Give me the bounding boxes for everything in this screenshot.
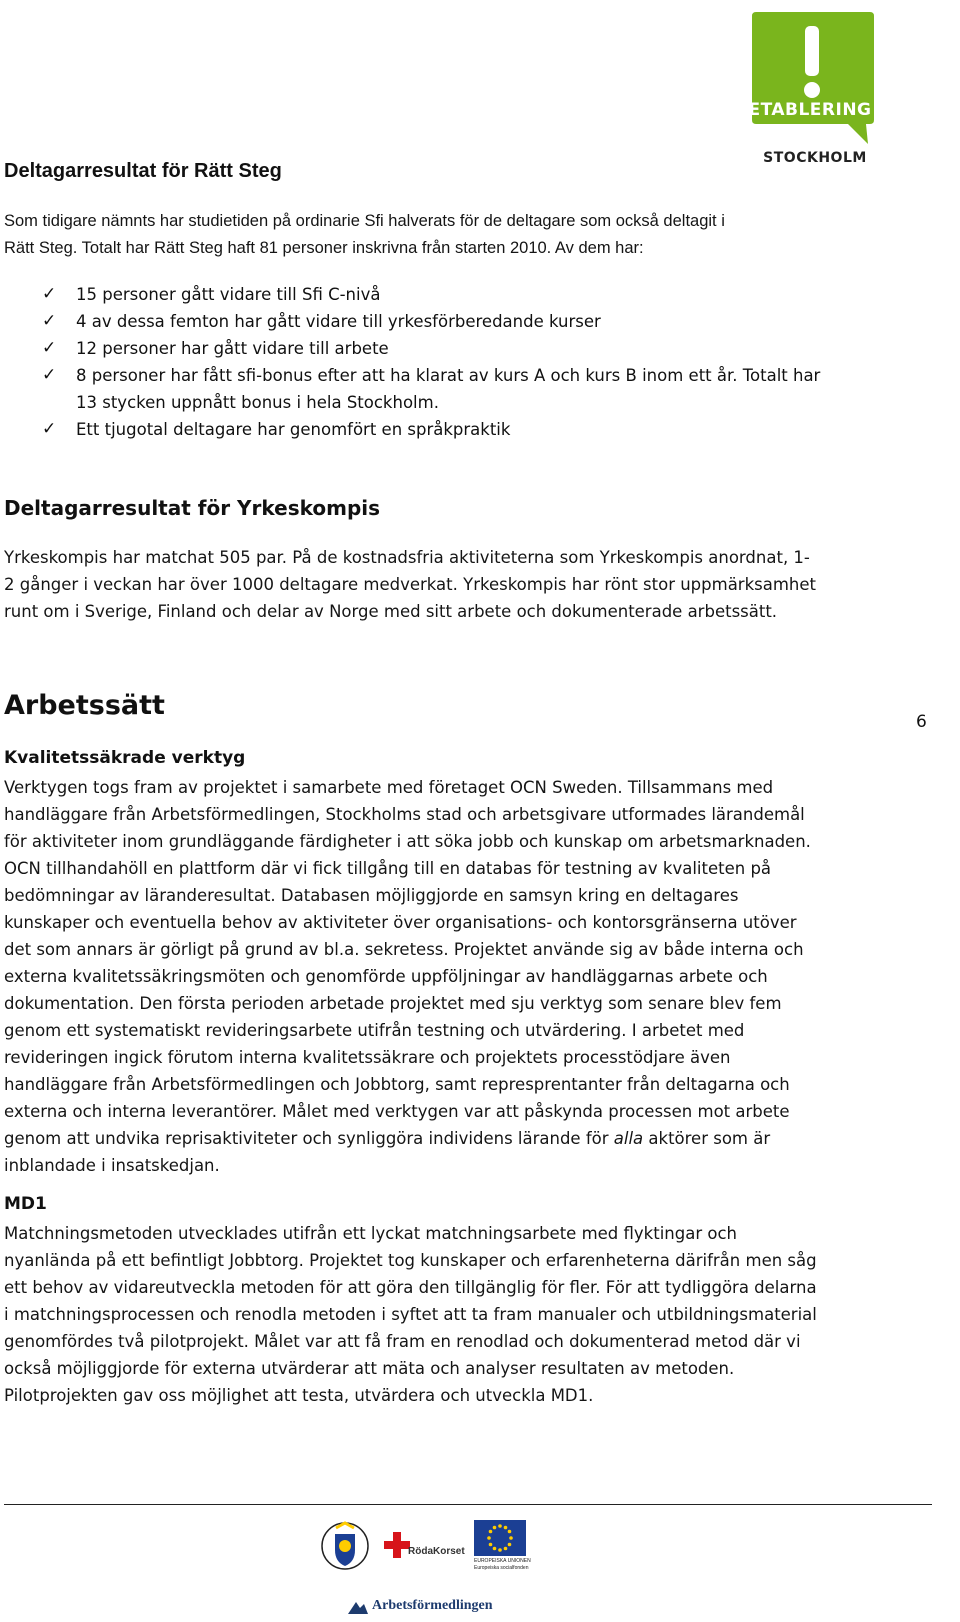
eu-flag-icon	[474, 1520, 526, 1556]
subheading-kvalitetssakrade: Kvalitetssäkrade verktyg	[4, 748, 246, 768]
results-checklist	[4, 281, 824, 443]
checkmark-icon: ✓	[42, 365, 57, 385]
yrkeskompis-paragraph: Yrkeskompis har matchat 505 par. På de kostnadsfria aktiviteterna som Yrkeskompis anordnat, 1-2 gånger i veckan har över 1000 deltagare medverkat. Yrkeskompis har rönt stor uppmärksamhet runt om i Sverige, Finland och delar av Norge med sitt arbete och dokumenterade arbetssätt.	[4, 548, 817, 621]
page-number: 6	[916, 712, 927, 732]
list-item: ✓ 12 personer har gått vidare till arbete	[4, 335, 824, 362]
logo-city-text: STOCKHOLM	[763, 150, 867, 166]
etablering-logo	[748, 8, 878, 168]
logo-banner-text: ETABLERING	[748, 100, 872, 120]
section-heading-md1: MD1	[4, 1194, 47, 1214]
arbetsformedlingen-logo	[346, 1598, 506, 1620]
checkmark-icon: ✓	[42, 311, 57, 331]
section-heading-yrkeskompis: Deltagarresultat för Yrkeskompis	[4, 496, 381, 520]
footer-divider	[4, 1504, 932, 1505]
roda-korset-text: RödaKorset	[408, 1546, 465, 1557]
list-item: ✓ 15 personer gått vidare till Sfi C-nivå	[4, 281, 824, 308]
speech-bubble-logo-icon	[748, 8, 878, 148]
roda-korset-logo	[384, 1532, 464, 1568]
intro-paragraph	[4, 208, 904, 262]
checkmark-icon: ✓	[42, 284, 57, 304]
red-cross-icon	[384, 1532, 410, 1558]
eu-text-line-2: Europeiska socialfonden	[474, 1565, 529, 1571]
eu-text-line-1: EUROPEISKA UNIONEN	[474, 1558, 531, 1564]
section-heading-ratt-steg: Deltagarresultat för Rätt Steg	[4, 160, 282, 182]
intro-line-1: Som tidigare nämnts har studietiden på ordinarie Sfi halverats för de deltagare som också deltagit i	[4, 212, 725, 230]
list-item: ✓ Ett tjugotal deltagare har genomfört en språkpraktik	[4, 416, 824, 443]
eu-logo	[474, 1520, 538, 1576]
list-item: ✓ 4 av dessa femton har gått vidare till yrkesförberedande kurser	[4, 308, 824, 335]
stockholm-stad-logo	[320, 1520, 370, 1576]
italic-emphasis: alla	[613, 1129, 644, 1148]
stockholm-seal-icon	[320, 1520, 370, 1576]
list-item: ✓ 8 personer har fått sfi-bonus efter att ha klarat av kurs A och kurs B inom ett år. Totalt har 13 stycken uppnått bonus i hela Stockholm.	[4, 362, 824, 416]
kvalitet-paragraph: Verktygen togs fram av projektet i samarbete med företaget OCN Sweden. Tillsammans med handläggare från Arbetsförmedlingen, Stockholms stad och arbetsgivare utformades lärandemål för aktiviteter inom grundläggande färdigheter i att söka jobb och kunskap om arbetsmarknaden. OCN tillhandahöll en plattform där vi fick tillgång till en databas för testning av kvaliteten på bedömningar av läranderesultat. Databasen möjliggjorde en samsyn kring en deltagares kunskaper och eventuella behov av aktiviteter över organisations- och kontorsgränserna utöver det som annars är görligt på grund av bl.a. sekretess. Projektet använde sig av både interna och externa kvalitetssäkringsmöten och genomförde uppföljningar av handläggarnas arbete och dokumentation. Den första perioden arbetade projektet med sju verktyg som senare blev fem genom ett systematiskt revideringsarbete utifrån testning och utvärdering. I arbetet med revideringen ingick förutom interna kvalitetssäkrare och projektets processtödjare även handläggare från Arbetsförmedlingen och Jobbtorg, samt represprentanter från deltagarna och externa och interna leverantörer. Målet med verktygen var att påskynda processen mot arbete genom att undvika reprisaktiviteter och synliggöra individens lärande för alla aktörer som är inblandade i insatskedjan.	[4, 778, 811, 1175]
checkmark-icon: ✓	[42, 338, 57, 358]
md1-paragraph: Matchningsmetoden utvecklades utifrån ett lyckat matchningsarbete med flyktingar och nyanlända på ett befintligt Jobbtorg. Projektet tog kunskaper och erfarenheterna därifrån men såg ett behov av vidareutveckla metoden för att göra den tillgänglig för fler. För att tydliggöra delarna i matchningsprocessen och renodla metoden i syftet att ta fram manualer och utbildningsmaterial genomfördes två pilotprojekt. Målet var att få fram en renodlad och dokumenterad metod där vi också möjliggjorde för externa utvärderar att mäta och analyser resultaten av metoden. Pilotprojekten gav oss möjlighet att testa, utvärdera och utveckla MD1.	[4, 1224, 817, 1405]
section-heading-arbetssatt: Arbetssätt	[4, 690, 165, 721]
arbetsformedlingen-mark-icon	[346, 1600, 370, 1616]
checkmark-icon: ✓	[42, 419, 57, 439]
intro-line-2: Rätt Steg. Totalt har Rätt Steg haft 81 personer inskrivna från starten 2010. Av dem har:	[4, 239, 644, 257]
arbetsformedlingen-text: Arbetsförmedlingen	[372, 1598, 493, 1613]
